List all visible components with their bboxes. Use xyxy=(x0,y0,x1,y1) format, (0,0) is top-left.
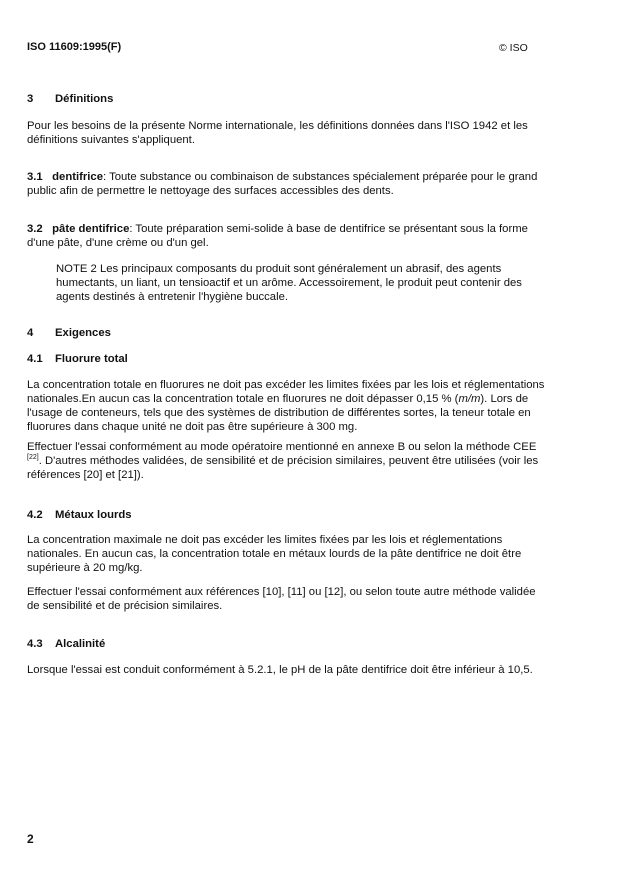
text-run: ). Lors de l'usage de conteneurs, tels que des systèmes de distribution de différentes sortes, la teneur totale en fluorures dans chaque unité ne doit pas être supérieure à 300 mg. xyxy=(27,393,531,433)
section-4-heading xyxy=(27,326,547,340)
mass-ratio-unit: m/m xyxy=(458,393,481,405)
clause-number: 3.2 xyxy=(27,223,43,235)
text-run: La concentration totale en fluorures ne doit pas excéder les limites fixées par les lois et réglementations nationales.En aucun cas la concentration totale en fluorures ne doit dépasser 0,15 % ( xyxy=(27,379,545,405)
defined-term: dentifrice xyxy=(52,171,103,183)
section-title: Exigences xyxy=(55,327,111,339)
page-number: 2 xyxy=(27,832,34,846)
copyright-mark: © ISO xyxy=(499,42,528,54)
section-number: 4.3 xyxy=(27,638,43,650)
section-title: Métaux lourds xyxy=(55,509,132,521)
section-number: 4.1 xyxy=(27,353,43,365)
text-run: Effectuer l'essai conformément au mode opératoire mentionné en annexe B ou selon la méthode CEE xyxy=(27,441,537,453)
document-reference: ISO 11609:1995(F) xyxy=(27,41,122,53)
heavy-metals-limit-paragraph: La concentration maximale ne doit pas excéder les limites fixées par les lois et réglementations nationales. En aucun cas, la concentration totale en métaux lourds de la pâte dentifrice ne doit être supérieure à 20 mg/kg. xyxy=(27,534,522,574)
section-3-intro: Pour les besoins de la présente Norme internationale, les définitions données dans l'ISO 1942 et les définitions suivantes s'appliquent. xyxy=(27,120,528,146)
definition-text: : Toute substance ou combinaison de substances spécialement préparée pour le grand public afin de permettre le nettoyage des surfaces accessibles des dents. xyxy=(27,171,538,197)
section-title: Alcalinité xyxy=(55,638,106,650)
section-title: Fluorure total xyxy=(55,353,128,365)
section-3-heading xyxy=(27,92,547,106)
note-2: NOTE 2 Les principaux composants du produit sont généralement un abrasif, des agents humectants, un liant, un tensioactif et un arôme. Accessoirement, le produit peut contenir des agents destinés à entretenir l'hygiène buccale. xyxy=(56,263,522,303)
alkalinity-paragraph: Lorsque l'essai est conduit conformément à 5.2.1, le pH de la pâte dentifrice doit être inférieur à 10,5. xyxy=(27,664,533,676)
fluoride-limit-paragraph xyxy=(27,378,547,434)
definition-3-1 xyxy=(27,170,547,198)
heavy-metals-method-paragraph: Effectuer l'essai conformément aux références [10], [11] ou [12], ou selon toute autre méthode validée de sensibilité et de précision similaires. xyxy=(27,586,536,612)
section-number: 4 xyxy=(27,327,34,339)
subsection-4-2-heading xyxy=(27,508,547,522)
subsection-4-3-heading xyxy=(27,637,547,651)
section-title: Définitions xyxy=(55,93,114,105)
section-number: 3 xyxy=(27,93,34,105)
definition-text: : Toute préparation semi-solide à base de dentifrice se présentant sous la forme d'une pâte, d'une crème ou d'un gel. xyxy=(27,223,528,249)
definition-3-2 xyxy=(27,222,547,250)
subsection-4-1-heading xyxy=(27,352,547,366)
defined-term: pâte dentifrice xyxy=(52,223,130,235)
section-number: 4.2 xyxy=(27,509,43,521)
text-run: . D'autres méthodes validées, de sensibilité et de précision similaires, peuvent être utilisées (voir les références [20] et [21]). xyxy=(27,455,539,481)
clause-number: 3.1 xyxy=(27,171,43,183)
reference-superscript: [22] xyxy=(27,454,39,461)
fluoride-method-paragraph xyxy=(27,440,547,482)
